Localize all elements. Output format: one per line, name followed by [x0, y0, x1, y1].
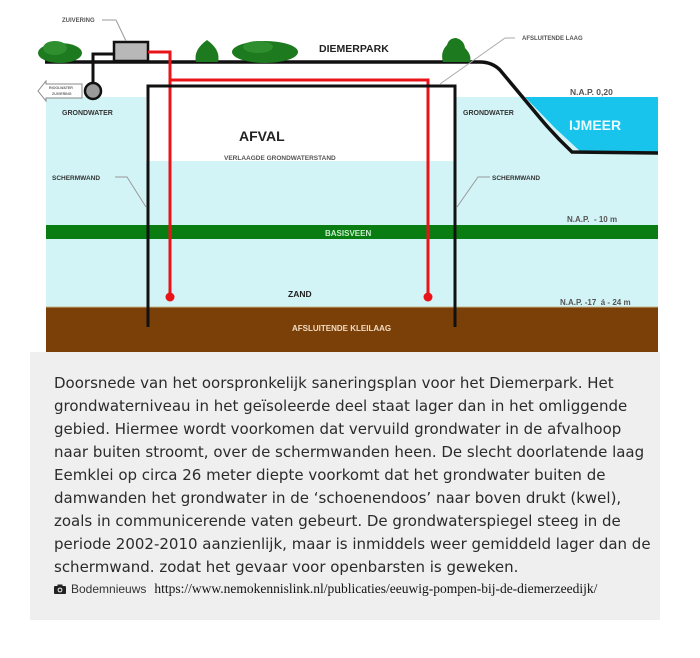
drain-end-right — [424, 293, 433, 302]
tree-icon — [232, 41, 298, 63]
label-arrow-line1: RIOOLWATER — [49, 86, 73, 90]
label-nap-top: N.A.P. 0,20 — [570, 87, 613, 97]
groundwater-left-area — [46, 97, 146, 309]
label-afval: AFVAL — [239, 128, 285, 144]
tree-icon — [195, 40, 218, 62]
pump-icon — [85, 83, 101, 99]
label-zand: ZAND — [288, 289, 312, 299]
label-nap-bottom: N.A.P. -17 á - 24 m — [560, 298, 631, 307]
label-grondwater-left: GRONDWATER — [62, 110, 113, 117]
label-arrow-line2: ZUIVERING — [52, 92, 72, 96]
label-zuivering: ZUIVERING — [62, 18, 95, 24]
label-schermwand-right: SCHERMWAND — [492, 175, 541, 182]
caption-box — [30, 352, 660, 620]
rioolwater-arrow — [38, 81, 82, 101]
discharge-pipe — [93, 54, 114, 83]
label-grondwater-right: GRONDWATER — [463, 110, 514, 117]
label-nap-mid: N.A.P. - 10 m — [567, 215, 618, 224]
tree-icon — [38, 41, 82, 63]
tree-icon — [442, 38, 470, 62]
label-verlaagde-grondwaterstand: VERLAAGDE GRONDWATERSTAND — [224, 155, 336, 162]
label-kleilaag: AFSLUITENDE KLEILAAG — [292, 324, 392, 333]
label-afsluitende-laag: AFSLUITENDE LAAG — [522, 36, 583, 42]
zuivering-box — [114, 42, 148, 61]
caption-text: Doorsnede van het oorspronkelijk saneringsplan voor het Diemerpark. Het grondwaterniveau in het geïsoleerde deel staat lager dan in het omliggende gebied. Hiermee wordt voorkomen dat vervuild grondwater in de afvalhoop naar buiten stroomt, over de schermwanden heen. De slecht doorlatende laag Eemklei op circa 26 meter diepte voorkomt dat het grondwater buiten de damwanden het grondwater in de ‘schoenendoos’ naar boven drukt (kwel), zoals in communicerende vaten gebeurt. De grondwaterspiegel steeg in de periode 2002-2010 aanzienlijk, maar is inmiddels weer gemiddeld lager dan de schermwand. zodat het gevaar voor openbarsten is geweken. — [54, 374, 651, 576]
zuivering-leader-diag — [116, 20, 126, 41]
credit-source: Bodemnieuws — [71, 582, 147, 596]
label-ijmeer: IJMEER — [569, 117, 622, 133]
image-credit — [54, 581, 597, 597]
source-url-link[interactable]: https://www.nemokennislink.nl/publicaties/eeuwig-pompen-bij-de-diemerzeedijk/ — [154, 581, 598, 596]
drain-end-left — [166, 293, 175, 302]
camera-icon — [54, 584, 66, 594]
label-diemerpark: DIEMERPARK — [319, 43, 389, 55]
label-schermwand-left: SCHERMWAND — [52, 175, 101, 182]
label-basisveen: BASISVEEN — [325, 229, 372, 238]
